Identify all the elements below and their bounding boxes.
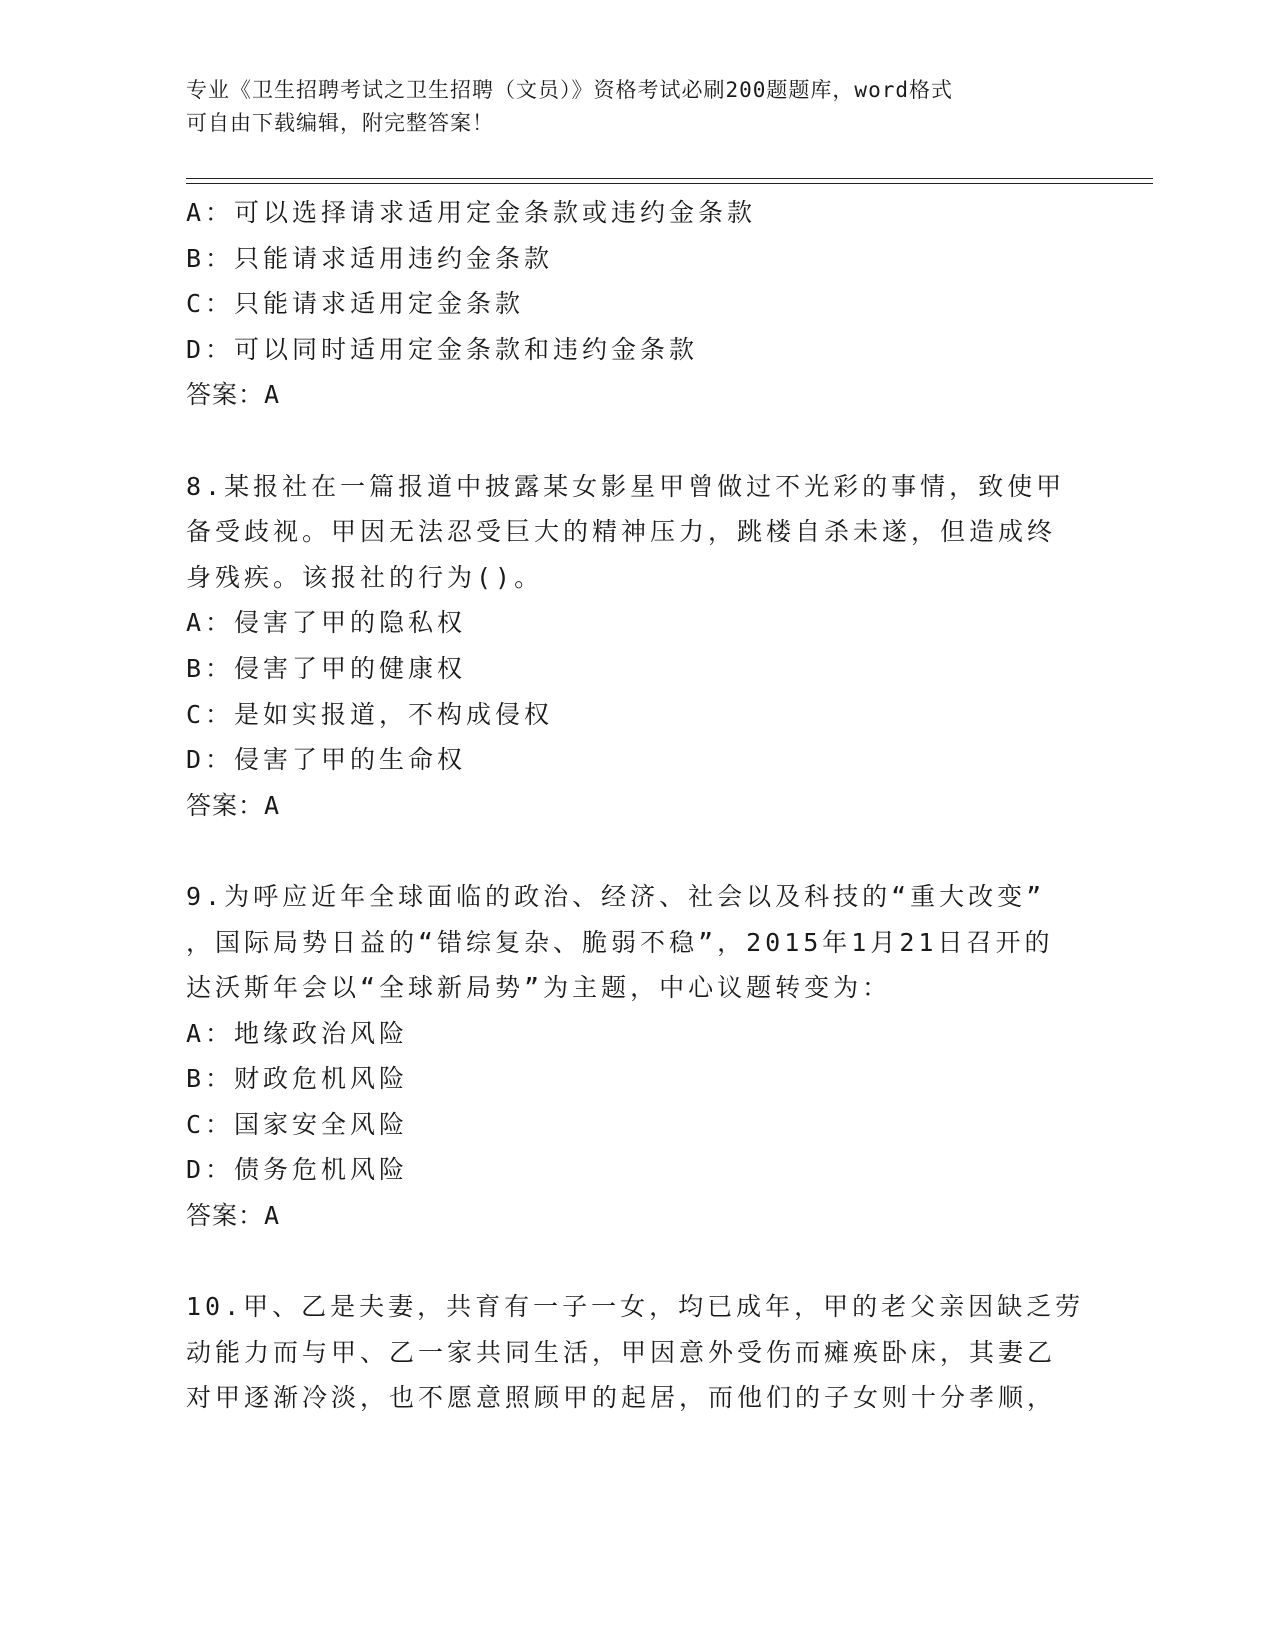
question-list <box>186 190 1086 1421</box>
answer-line: 答案：A <box>186 380 281 410</box>
question-block-10 <box>186 1284 1086 1421</box>
question-block-7 <box>186 190 1086 418</box>
question-text-line: 对甲逐渐冷淡，也不愿意照顾甲的起居，而他们的子女则十分孝顺， <box>186 1383 1057 1413</box>
question-text-line: 达沃斯年会以“全球新局势”为主题，中心议题转变为： <box>186 973 892 1003</box>
option-a: A：侵害了甲的隐私权 <box>186 608 467 638</box>
question-text-line: 备受歧视。甲因无法忍受巨大的精神压力，跳楼自杀未遂，但造成终 <box>186 517 1057 547</box>
block-spacer <box>186 1239 1086 1285</box>
block-spacer <box>186 828 1086 874</box>
header-title-line-1: 专业《卫生招聘考试之卫生招聘（文员）》资格考试必刷200题题库，word格式 <box>186 78 953 102</box>
option-a: A：地缘政治风险 <box>186 1018 409 1048</box>
document-header <box>186 74 1066 140</box>
option-c: C：国家安全风险 <box>186 1109 409 1139</box>
question-block-8 <box>186 464 1086 829</box>
question-block-9 <box>186 874 1086 1239</box>
option-c: C：只能请求适用定金条款 <box>186 289 525 319</box>
answer-line: 答案：A <box>186 1201 281 1231</box>
question-text-line: 身残疾。该报社的行为()。 <box>186 562 544 592</box>
option-d: D：可以同时适用定金条款和违约金条款 <box>186 334 699 364</box>
option-b: B：只能请求适用违约金条款 <box>186 243 554 273</box>
option-d: D：债务危机风险 <box>186 1155 409 1185</box>
header-title-line-2: 可自由下载编辑，附完整答案！ <box>186 111 494 135</box>
header-divider-top <box>186 178 1153 179</box>
question-text-line: 9.为呼应近年全球面临的政治、经济、社会以及科技的“重大改变” <box>186 881 1046 911</box>
option-b: B：财政危机风险 <box>186 1064 409 1094</box>
question-text-line: 10.甲、乙是夫妻，共育有一子一女，均已成年，甲的老父亲因缺乏劳 <box>186 1292 1085 1322</box>
option-d: D：侵害了甲的生命权 <box>186 745 467 775</box>
question-text-line: ，国际局势日益的“错综复杂、脆弱不稳”，2015年1月21日召开的 <box>186 927 1054 957</box>
option-c: C：是如实报道，不构成侵权 <box>186 699 554 729</box>
question-text-line: 8.某报社在一篇报道中披露某女影星甲曾做过不光彩的事情，致使甲 <box>186 471 1066 501</box>
option-b: B：侵害了甲的健康权 <box>186 653 467 683</box>
option-a: A：可以选择请求适用定金条款或违约金条款 <box>186 198 757 227</box>
block-spacer <box>186 418 1086 464</box>
answer-line: 答案：A <box>186 790 281 820</box>
header-divider-bottom <box>186 183 1153 184</box>
question-text-line: 动能力而与甲、乙一家共同生活，甲因意外受伤而瘫痪卧床，其妻乙 <box>186 1337 1057 1367</box>
